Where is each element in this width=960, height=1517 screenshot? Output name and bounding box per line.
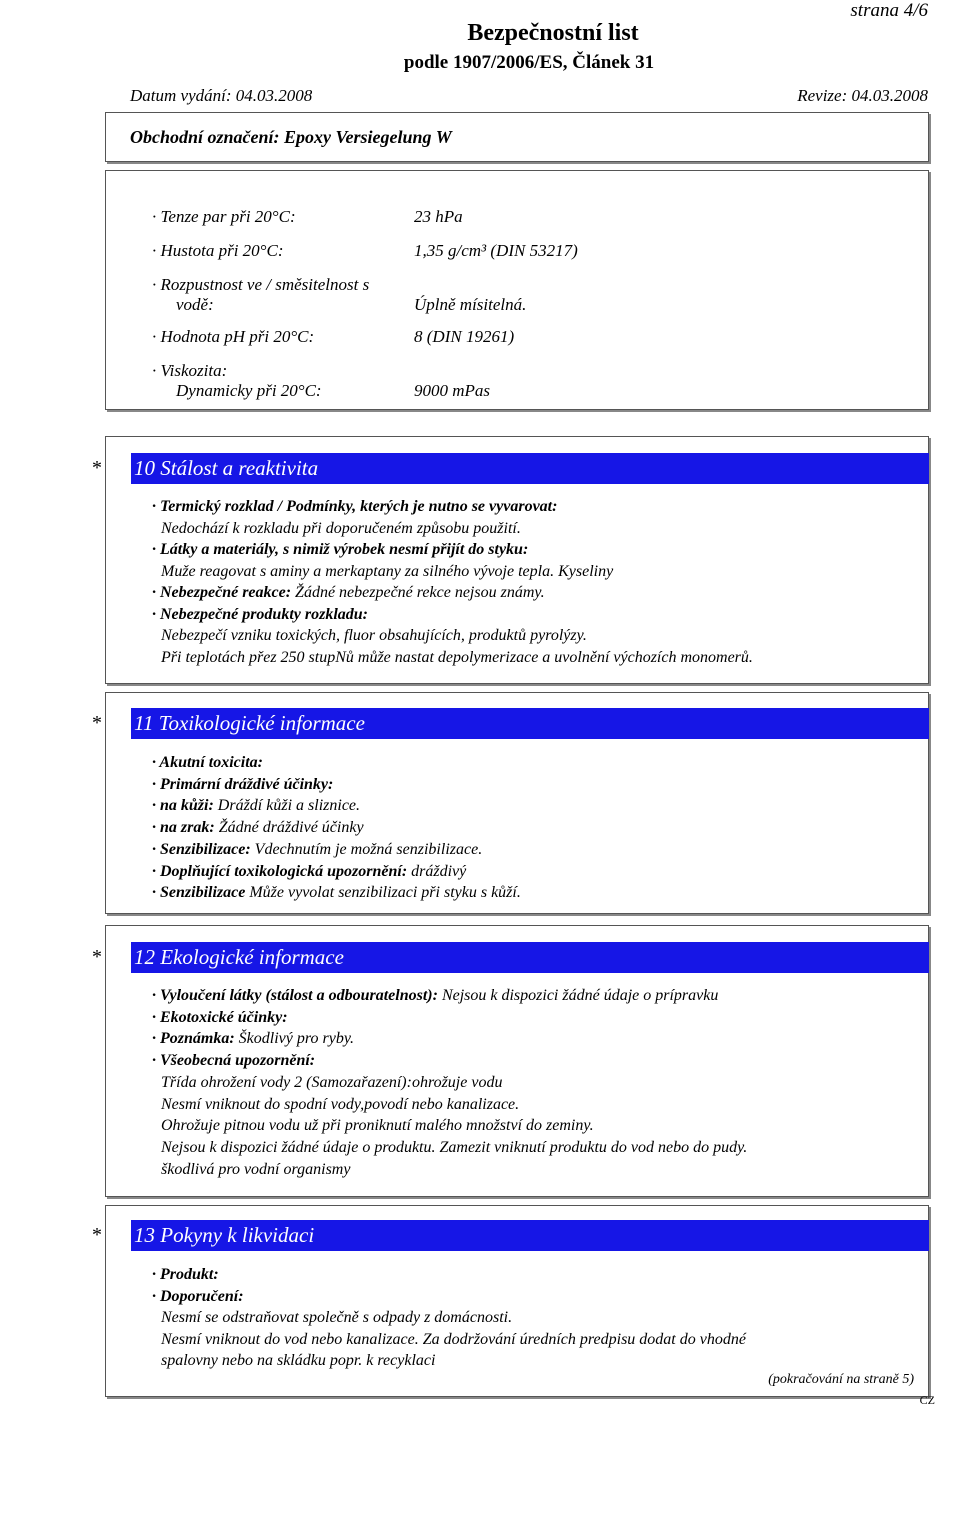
property-value: 9000 mPas bbox=[414, 381, 491, 400]
document-title: Bezpečnostní list bbox=[467, 20, 639, 46]
section10-header bbox=[131, 453, 929, 484]
line-label: · Nebezpečné produkty rozkladu: bbox=[152, 605, 368, 623]
section12-star: * bbox=[92, 946, 102, 968]
section-line bbox=[161, 1096, 519, 1114]
line-text: Nejsou k dispozici žádné údaje o produktu. Zamezit vniknutí produktu do vod nebo do pudy. bbox=[161, 1138, 748, 1156]
line-text: spalovny nebo na skládku popr. k recyklaci bbox=[161, 1352, 436, 1369]
section-line bbox=[152, 819, 364, 837]
property-label: · Hustota při 20°C: bbox=[152, 241, 284, 260]
revision-date: Revize: 04.03.2008 bbox=[797, 86, 928, 105]
property-value: Úplně mísitelná. bbox=[414, 295, 527, 314]
section-line bbox=[161, 1117, 594, 1135]
property-label-cont: vodě: bbox=[176, 295, 214, 314]
line-text: Vdechnutím je možná senzibilizace. bbox=[250, 840, 483, 858]
line-text: Muže reagovat s aminy a merkaptany za silného vývoje tepla. Kyseliny bbox=[161, 562, 614, 580]
section11-star: * bbox=[92, 712, 102, 734]
line-text: Nebezpečí vzniku toxických, fluor obsahujících, produktů pyrolýzy. bbox=[161, 627, 587, 644]
document-subtitle: podle 1907/2006/ES, Článek 31 bbox=[403, 52, 655, 73]
section12-title: 12 Ekologické informace bbox=[134, 945, 344, 969]
section10-title: 10 Stálost a reaktivita bbox=[134, 456, 319, 480]
property-label: · Viskozita: bbox=[152, 361, 228, 380]
section-line bbox=[152, 498, 557, 516]
property-value: 23 hPa bbox=[414, 207, 463, 226]
line-label: · na kůži: bbox=[152, 797, 214, 815]
section-line bbox=[152, 797, 360, 815]
section-line bbox=[152, 541, 528, 559]
line-label: · Poznámka: bbox=[152, 1030, 235, 1048]
line-label: · Senzibilizace: bbox=[152, 840, 251, 858]
line-text: Ohrožuje pitnou vodu už při proniknutí malého množství do zeminy. bbox=[161, 1117, 594, 1135]
section-line bbox=[152, 1052, 315, 1070]
line-label: · Doplňující toxikologická upozornění: bbox=[152, 862, 408, 880]
section-line bbox=[161, 649, 753, 667]
section-line bbox=[161, 627, 587, 645]
line-text: Žádné dráždivé účinky bbox=[214, 819, 364, 837]
property-label: · Rozpustnost ve / směsitelnost s bbox=[152, 275, 370, 294]
line-label: · Ekotoxické účinky: bbox=[152, 1008, 288, 1026]
line-label: · Produkt: bbox=[152, 1266, 219, 1283]
section-line bbox=[152, 1009, 288, 1027]
section-line bbox=[152, 841, 482, 859]
line-text: Škodlivý pro ryby. bbox=[234, 1030, 355, 1048]
line-text: Nesmí se odstraňovat společně s odpady z domácnosti. bbox=[161, 1309, 513, 1326]
property-label-cont: Dynamicky při 20°C: bbox=[176, 381, 322, 400]
section13-star: * bbox=[92, 1224, 102, 1246]
page-number: strana 4/6 bbox=[850, 0, 928, 21]
line-text: Nejsou k dispozici žádné údaje o prípravku bbox=[437, 987, 719, 1004]
line-label: · Vyloučení látky (stálost a odbouratelnost): bbox=[152, 987, 438, 1004]
line-text: Dráždí kůži a sliznice. bbox=[213, 797, 361, 815]
section-line bbox=[152, 1030, 354, 1048]
property-value: 1,35 g/cm³ (DIN 53217) bbox=[414, 241, 578, 260]
line-label: · Senzibilizace bbox=[152, 884, 246, 902]
section11-title: 11 Toxikologické informace bbox=[134, 711, 365, 735]
issue-date: Datum vydání: 04.03.2008 bbox=[130, 86, 313, 105]
section-line bbox=[152, 1266, 219, 1284]
line-label: · Doporučení: bbox=[152, 1287, 244, 1305]
property-value: 8 (DIN 19261) bbox=[414, 327, 515, 346]
section-line bbox=[161, 1352, 435, 1370]
line-text: Při teplotách přez 250 stupNů může nastat depolymerizace a uvolnění výchozích monomerů. bbox=[161, 648, 753, 666]
section-line bbox=[152, 584, 545, 602]
section12-header bbox=[131, 942, 929, 973]
line-text: dráždivý bbox=[407, 862, 467, 880]
line-text: Nesmí vniknout do spodní vody,povodí nebo kanalizace. bbox=[161, 1095, 520, 1113]
section-line bbox=[152, 863, 466, 881]
line-text: Může vyvolat senzibilizaci při styku s kůží. bbox=[245, 884, 521, 902]
section-line bbox=[152, 884, 521, 902]
section-line bbox=[161, 1074, 502, 1092]
line-label: · Nebezpečné reakce: bbox=[152, 584, 292, 601]
section11-header bbox=[131, 708, 929, 739]
section-line bbox=[152, 1288, 244, 1306]
section13-title: 13 Pokyny k likvidaci bbox=[134, 1223, 315, 1247]
line-text: Žádné nebezpečné rekce nejsou známy. bbox=[291, 584, 545, 601]
section13-header bbox=[131, 1220, 929, 1251]
property-label: · Hodnota pH při 20°C: bbox=[152, 327, 315, 346]
line-label: · Termický rozklad / Podmínky, kterých je nutno se vyvarovat: bbox=[152, 498, 558, 515]
section-line bbox=[161, 1139, 747, 1157]
trade-name-box bbox=[105, 112, 929, 162]
trade-name: Obchodní označení: Epoxy Versiegelung W bbox=[130, 127, 452, 147]
section-line bbox=[161, 1331, 746, 1349]
line-label: · na zrak: bbox=[152, 819, 215, 837]
section-line bbox=[161, 520, 521, 538]
line-text: škodlivá pro vodní organismy bbox=[161, 1160, 351, 1178]
section-line bbox=[152, 987, 718, 1005]
section-line bbox=[161, 1309, 512, 1327]
section-line bbox=[161, 563, 613, 581]
line-label: · Akutní toxicita: bbox=[152, 754, 263, 771]
line-label: · Primární dráždivé účinky: bbox=[152, 775, 334, 793]
section-line bbox=[152, 776, 333, 794]
line-text: Nesmí vniknout do vod nebo kanalizace. Za dodržování úredních predpisu dodat do vhodné bbox=[161, 1330, 746, 1348]
section-line bbox=[152, 754, 263, 772]
line-text: Třída ohrožení vody 2 (Samozařazení):ohrožuje vodu bbox=[161, 1073, 503, 1091]
language-code: CZ bbox=[919, 1393, 935, 1407]
section10-star: * bbox=[92, 457, 102, 479]
line-text: Nedochází k rozkladu při doporučeném způsobu použití. bbox=[161, 519, 521, 537]
section-line bbox=[152, 606, 368, 624]
line-label: · Látky a materiály, s nimiž výrobek nesmí přijít do styku: bbox=[152, 541, 529, 558]
property-label: · Tenze par při 20°C: bbox=[152, 207, 296, 226]
section-line bbox=[161, 1161, 350, 1179]
continuation-bottom: (pokračování na straně 5) bbox=[768, 1372, 914, 1387]
line-label: · Všeobecná upozornění: bbox=[152, 1052, 316, 1070]
